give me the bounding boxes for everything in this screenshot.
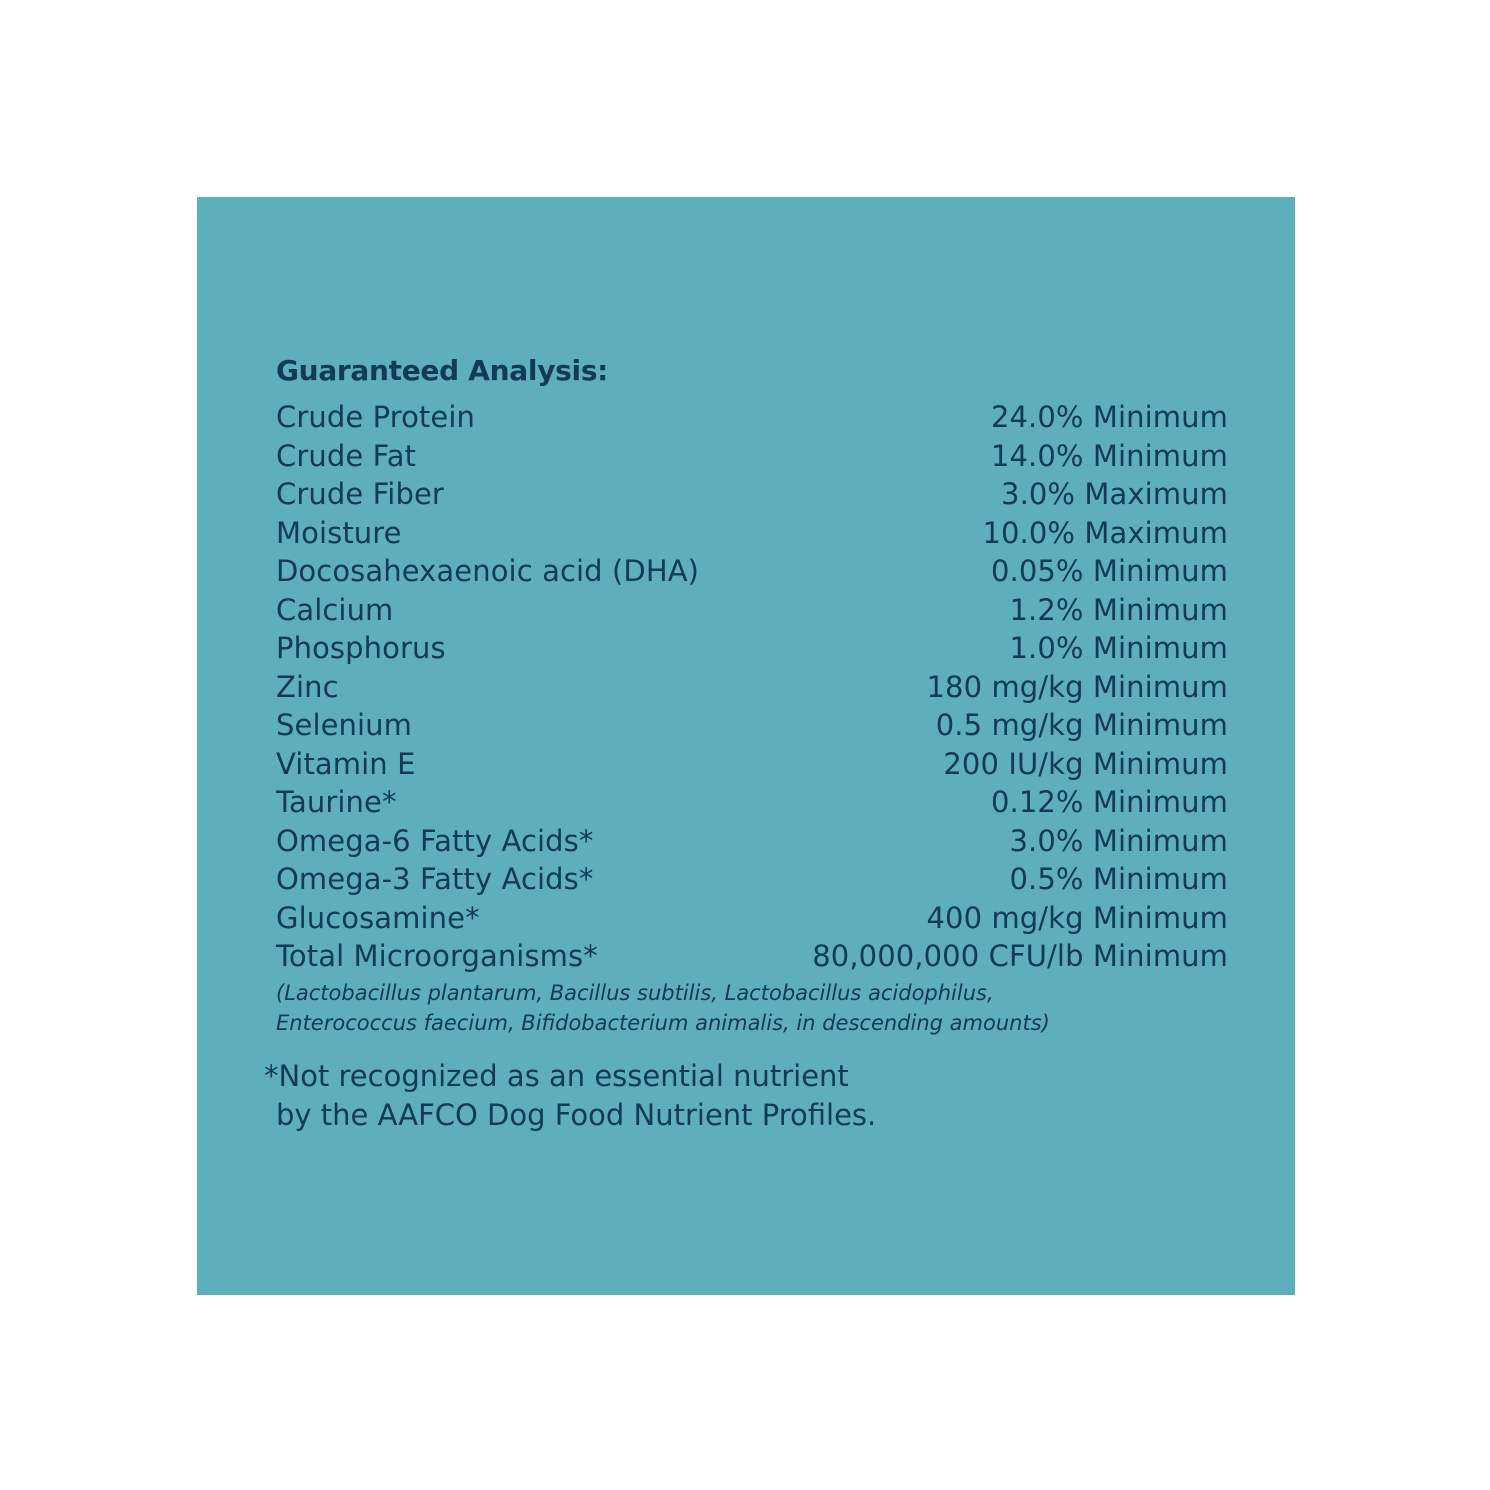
nutrient-name: Omega-3 Fatty Acids* xyxy=(276,862,594,896)
nutrient-value: 24.0% Minimum xyxy=(990,400,1228,434)
nutrient-value: 180 mg/kg Minimum xyxy=(926,669,1228,704)
nutrient-value: 10.0% Maximum xyxy=(982,515,1228,550)
footnote-line-2: by the AAFCO Dog Food Nutrient Profiles. xyxy=(276,1097,877,1132)
nutrient-value: 400 mg/kg Minimum xyxy=(926,900,1228,935)
nutrient-value: 80,000,000 CFU/lb Minimum xyxy=(812,939,1228,973)
nutrient-row xyxy=(276,783,1228,822)
nutrient-value: 0.5% Minimum xyxy=(1009,862,1228,896)
nutrient-value: 200 IU/kg Minimum xyxy=(943,746,1228,781)
nutrient-name: Calcium xyxy=(276,592,394,627)
nutrient-name: Docosahexaenoic acid (DHA) xyxy=(276,554,700,588)
nutrient-name: Taurine* xyxy=(276,785,397,819)
nutrient-row xyxy=(276,706,1228,745)
nutrient-value: 3.0% Minimum xyxy=(1009,823,1228,858)
nutrient-value: 0.05% Minimum xyxy=(990,554,1228,588)
nutrient-name: Phosphorus xyxy=(276,631,446,665)
nutrient-name: Glucosamine* xyxy=(276,900,480,935)
nutrient-name: Total Microorganisms* xyxy=(276,939,598,973)
nutrient-row xyxy=(276,860,1228,899)
nutrient-value: 14.0% Minimum xyxy=(990,438,1228,473)
nutrient-row xyxy=(276,822,1228,861)
nutrient-row xyxy=(276,629,1228,668)
strains-line-1: (Lactobacillus plantarum, Bacillus subtilis, Lactobacillus acidophilus, xyxy=(276,980,994,1005)
nutrient-row xyxy=(276,745,1228,784)
nutrient-value: 3.0% Maximum xyxy=(1001,477,1228,511)
nutrient-row xyxy=(276,591,1228,630)
nutrient-value: 0.12% Minimum xyxy=(990,785,1228,819)
nutrient-name: Zinc xyxy=(276,669,339,704)
nutrient-row xyxy=(276,437,1228,476)
analysis-panel xyxy=(197,197,1295,1295)
nutrient-name: Selenium xyxy=(276,708,413,742)
nutrient-name: Crude Protein xyxy=(276,400,475,434)
nutrient-row xyxy=(276,514,1228,553)
nutrient-name: Omega-6 Fatty Acids* xyxy=(276,823,594,858)
analysis-table xyxy=(276,398,1228,976)
nutrient-row xyxy=(276,398,1228,437)
nutrient-value: 0.5 mg/kg Minimum xyxy=(935,708,1228,742)
nutrient-row xyxy=(276,668,1228,707)
analysis-title: Guaranteed Analysis: xyxy=(276,354,609,387)
guaranteed-analysis xyxy=(276,352,1228,1038)
nutrient-name: Vitamin E xyxy=(276,746,416,781)
nutrient-value: 1.2% Minimum xyxy=(1009,592,1228,627)
nutrient-row xyxy=(276,937,1228,976)
footnote-line-1: *Not recognized as an essential nutrient xyxy=(264,1059,849,1093)
nutrient-row xyxy=(276,552,1228,591)
nutrient-name: Moisture xyxy=(276,515,402,550)
nutrient-name: Crude Fiber xyxy=(276,477,444,511)
nutrient-row xyxy=(276,475,1228,514)
nutrient-name: Crude Fat xyxy=(276,438,417,473)
footnote xyxy=(264,1057,876,1134)
nutrient-row xyxy=(276,899,1228,938)
microorganism-strains xyxy=(276,978,1228,1038)
nutrient-value: 1.0% Minimum xyxy=(1009,631,1228,665)
strains-line-2: Enterococcus faecium, Bifidobacterium animalis, in descending amounts) xyxy=(276,1010,1050,1035)
